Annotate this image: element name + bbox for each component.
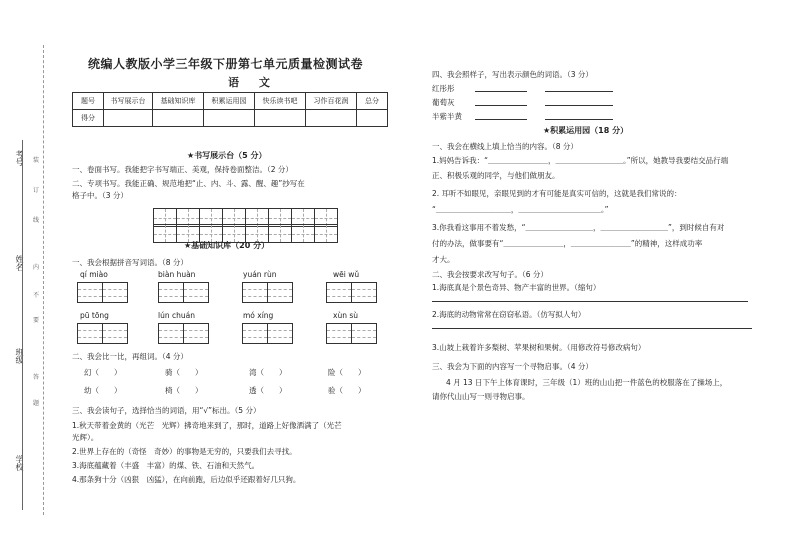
exam-number-label: 考号	[15, 150, 24, 166]
side-line	[22, 140, 23, 510]
question-text: 一、卷面书写。我能把字书写端正、美观，保持卷面整洁。（2 分）	[72, 165, 293, 174]
section-title-writing: ★书写展示台（5 分）	[187, 151, 267, 160]
fill-sentence[interactable]: 1.妈妈告诉我：“＿＿＿＿＿＿＿＿，＿＿＿＿＿＿＿＿＿。”所以，她教导我要结交品行端	[432, 156, 729, 165]
pinyin-label: mó xíng	[243, 311, 274, 320]
side-note-6: 要	[33, 317, 40, 324]
question-text: 三、我会读句子，选择恰当的词语，用“√”标出。（5 分）	[72, 406, 261, 415]
question-text: 一、我会在横线上填上恰当的内容。（8 分）	[432, 142, 578, 151]
choose-sentence[interactable]: 光辉）。	[72, 433, 99, 442]
section-title-basics: ★基础知识库（20 分）	[184, 241, 270, 250]
side-note-3: 线	[33, 217, 40, 224]
pinyin-answer-box[interactable]	[158, 282, 208, 303]
score-input[interactable]	[357, 110, 388, 127]
name-label: 姓名	[15, 255, 24, 271]
side-note-8: 题	[33, 400, 40, 407]
pinyin-label: pū tōng	[80, 311, 109, 320]
score-header-cell: 书写展示台	[104, 93, 153, 110]
answer-line[interactable]	[432, 328, 752, 329]
fill-sentence[interactable]: 付的办法，做事要有“＿＿＿＿＿＿＿＿，＿＿＿＿＿＿＿＿”的精神，这样成功率	[432, 239, 703, 248]
score-header-cell: 习作百花润	[306, 93, 357, 110]
score-input[interactable]	[104, 110, 153, 127]
compare-item[interactable]: 椅（ ）	[165, 386, 203, 395]
score-header-cell: 题号	[73, 93, 104, 110]
score-table	[72, 92, 388, 127]
score-header-cell: 总分	[357, 93, 388, 110]
answer-line[interactable]	[475, 91, 527, 92]
pinyin-answer-box[interactable]	[242, 323, 292, 344]
pinyin-label: yuán rùn	[243, 270, 277, 279]
answer-line[interactable]	[545, 105, 613, 106]
side-note-2: 订	[33, 187, 40, 194]
answer-line[interactable]	[545, 91, 613, 92]
score-header-cell: 积累运用园	[204, 93, 255, 110]
pinyin-label: xùn sù	[333, 311, 358, 320]
pinyin-answer-box[interactable]	[242, 282, 292, 303]
side-note-4: 内	[33, 264, 40, 271]
rewrite-sentence: 1.海底真是个景色奇异、物产丰富的世界。（缩句）	[432, 283, 601, 292]
fill-sentence[interactable]: 才大。	[432, 255, 455, 264]
choose-sentence[interactable]: 1.秋天带着金黄的（光芒 光辉）拂奇地来到了，那时，道路上好像洒满了（光芒	[72, 421, 342, 430]
choose-sentence[interactable]: 3.海底蕴藏着（丰盛 丰富）的煤、铁、石油和天然气。	[72, 461, 260, 470]
compare-item[interactable]: 幼（ ）	[84, 386, 122, 395]
class-label: 班级	[15, 348, 24, 364]
compare-item[interactable]: 湾（ ）	[249, 368, 287, 377]
notice-prompt: 4 月 13 日下午上体育课时，三年级（1）班的山山把一件蓝色的校服落在了操场上，	[446, 378, 728, 387]
rewrite-sentence: 3.山坡上栽着许多梨树、苹果树和果树。（用修改符号修改病句）	[432, 343, 646, 352]
question-text: 三、我会为下面的内容写一个寻物启事。（4 分）	[432, 362, 593, 371]
pinyin-label: lún chuán	[158, 311, 195, 320]
answer-line[interactable]	[545, 119, 613, 120]
compare-item[interactable]: 透（ ）	[249, 386, 287, 395]
score-header-cell: 快乐读书吧	[255, 93, 306, 110]
color-example: 红彤彤	[432, 84, 455, 93]
answer-line[interactable]	[475, 105, 527, 106]
color-example: 半紫半黄	[432, 112, 462, 121]
score-header-cell: 基础知识库	[153, 93, 204, 110]
pinyin-answer-box[interactable]	[326, 282, 376, 303]
pinyin-answer-box[interactable]	[326, 323, 376, 344]
pinyin-answer-box[interactable]	[158, 323, 208, 344]
pinyin-answer-box[interactable]	[77, 282, 127, 303]
question-text: 一、我会根据拼音写词语。（8 分）	[72, 258, 188, 267]
fill-sentence[interactable]: “＿＿＿＿＿＿＿＿＿＿，＿＿＿＿＿＿＿＿＿＿＿。”	[432, 205, 609, 214]
school-label: 学校	[15, 455, 24, 471]
score-input[interactable]	[255, 110, 306, 127]
subject-title: 语 文	[228, 76, 278, 89]
rewrite-sentence: 2.海底的动物常常在窃窃私语。（仿写拟人句）	[432, 310, 586, 319]
side-note-1: 装	[33, 157, 40, 164]
compare-item[interactable]: 幻（ ）	[84, 368, 122, 377]
question-text: 二、我会按要求改写句子。（6 分）	[432, 270, 548, 279]
compare-item[interactable]: 险（ ）	[328, 368, 366, 377]
fill-sentence[interactable]: 正、积极乐观的同学，与他们做朋友。	[432, 171, 560, 180]
answer-line[interactable]	[432, 301, 748, 302]
score-input[interactable]	[306, 110, 357, 127]
question-text: 四、我会照样子，写出表示颜色的词语。（3 分）	[432, 70, 593, 79]
compare-item[interactable]: 验（ ）	[328, 386, 366, 395]
pinyin-answer-box[interactable]	[77, 323, 127, 344]
side-note-7: 答	[33, 374, 40, 381]
score-input[interactable]	[204, 110, 255, 127]
notice-prompt: 请你代山山写一则寻物启事。	[432, 392, 530, 401]
pinyin-label: biàn huàn	[158, 270, 196, 279]
choose-sentence[interactable]: 2.世界上存在的（奇怪 奇妙）的事物是无穷的，只要我们去寻找。	[72, 447, 297, 456]
fill-sentence[interactable]: 2. 耳听不如眼见，亲眼见到的才有可能是真实可信的，这就是我们常说的：	[432, 189, 682, 198]
choose-sentence[interactable]: 4.那条狗十分（凶狠 凶猛），在向前跑，后边似乎还跟着好几只狗。	[72, 475, 301, 484]
score-row-label: 得分	[73, 110, 104, 127]
score-input[interactable]	[153, 110, 204, 127]
page-title: 统编人教版小学三年级下册第七单元质量检测试卷	[88, 57, 364, 71]
pinyin-label: wēi wǔ	[333, 270, 360, 279]
answer-line[interactable]	[475, 119, 527, 120]
question-text: 二、专项书写。我能正确、规范地把“止、内、斗、露、醒、趣”抄写在	[72, 179, 305, 188]
question-text: 二、我会比一比，再组词。（4 分）	[72, 352, 188, 361]
section-title-accumulation: ★积累运用园（18 分）	[543, 126, 629, 135]
question-text: 格子中。（3 分）	[72, 191, 128, 200]
pinyin-label: qí miào	[80, 270, 108, 279]
compare-item[interactable]: 骑（ ）	[165, 368, 203, 377]
binding-line	[43, 45, 44, 515]
fill-sentence[interactable]: 3.你我看这事用不着发愁，“＿＿＿＿＿＿＿＿＿，＿＿＿＿＿＿＿＿＿”，到时候自有对	[432, 223, 725, 232]
side-note-5: 不	[33, 292, 40, 299]
color-example: 葡萄灰	[432, 98, 455, 107]
